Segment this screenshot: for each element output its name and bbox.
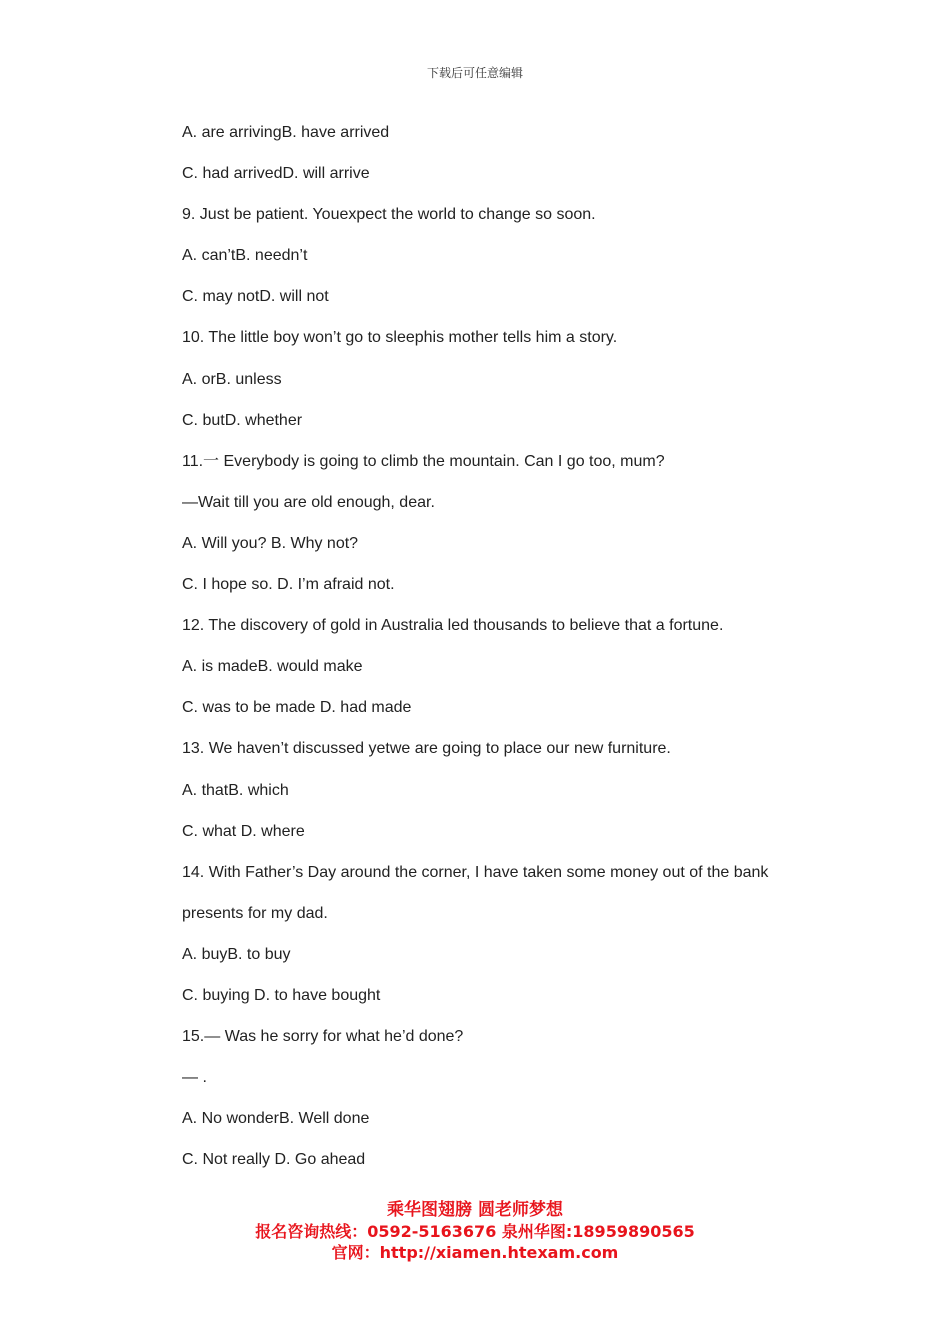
text-line: —Wait till you are old enough, dear. [182, 493, 435, 511]
text-line: A. are arrivingB. have arrived [182, 124, 390, 141]
text-line: 10. The little boy won’t go to sleephis mother tells him a story. [182, 329, 618, 347]
footer-banner [0, 1200, 950, 1263]
footer-hotline: 报名咨询热线：0592-5163676 泉州华图:18959890565 [255, 1222, 695, 1241]
text-line: C. what D. where [182, 822, 305, 840]
text-line: C. was to be made D. had made [182, 699, 412, 717]
text-line: 12. The discovery of gold in Australia led thousands to believe that a fortune. [182, 617, 724, 635]
text-line: 14. With Father’s Day around the corner, I have taken some money out of the bank [182, 863, 769, 881]
text-line: A. thatB. which [182, 781, 289, 799]
text-line: C. had arrivedD. will arrive [182, 165, 370, 183]
text-line: C. Not really D. Go ahead [182, 1151, 366, 1169]
text-line: C. buying D. to have bought [182, 986, 381, 1004]
text-line: A. buyB. to buy [182, 945, 291, 963]
text-line: A. No wonderB. Well done [182, 1110, 370, 1128]
text-line: C. butD. whether [182, 411, 303, 429]
text-line: presents for my dad. [182, 904, 328, 922]
footer-website: 官网：http://xiamen.htexam.com [331, 1243, 619, 1262]
footer-slogan: 乘华图翅膀 圆老师梦想 [387, 1200, 563, 1220]
text-line: 15.— Was he sorry for what he’d done? [182, 1028, 464, 1046]
text-line: A. Will you? B. Why not? [182, 534, 359, 552]
question-list [182, 121, 862, 1189]
text-line: 9. Just be patient. Youexpect the world to change so soon. [182, 206, 596, 224]
text-line: A. orB. unless [182, 370, 282, 388]
text-line: A. is madeB. would make [182, 658, 363, 676]
page-header: 下载后可任意编辑 [426, 66, 523, 80]
text-line: A. can’tB. needn’t [182, 247, 308, 265]
text-line: 11.一 Everybody is going to climb the mountain. Can I go too, mum? [182, 452, 665, 470]
text-line: — . [182, 1069, 207, 1087]
text-line: C. I hope so. D. I’m afraid not. [182, 576, 395, 594]
text-line: C. may notD. will not [182, 288, 329, 306]
text-line: 13. We haven’t discussed yetwe are going to place our new furniture. [182, 740, 671, 758]
